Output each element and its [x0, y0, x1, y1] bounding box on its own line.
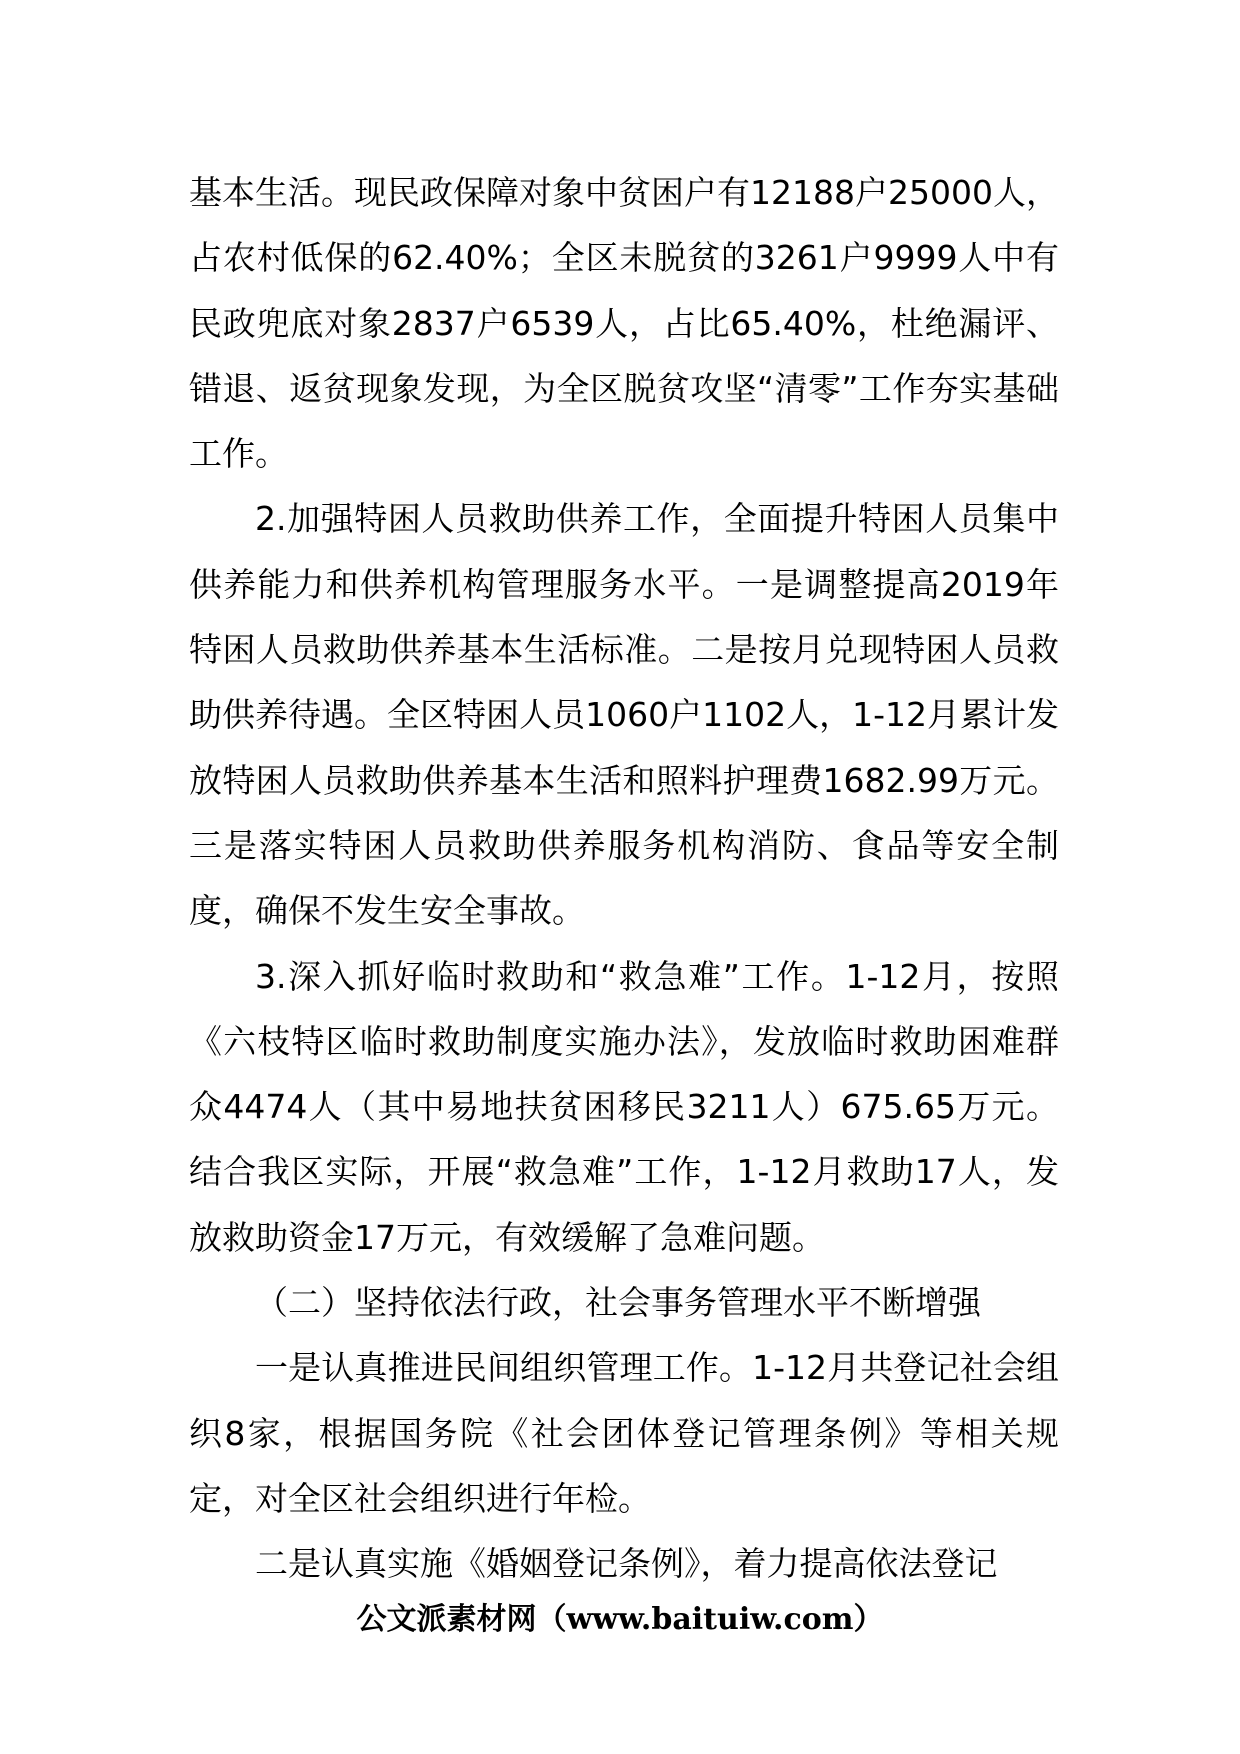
paragraph-special-poverty-support: 2.加强特困人员救助供养工作，全面提升特困人员集中供养能力和供养机构管理服务水平。一是调整提高2019年特困人员救助供养基本生活标准。二是按月兑现特困人员救助供养待遇。全区特困人员1060户1102人，1-12月累计发放特困人员救助供养基本生活和照料护理费1682.99万元。三是落实特困人员救助供养服务机构消防、食品等安全制度，确保不发生安全事故。	[189, 499, 1059, 931]
paragraph-temporary-assistance: 3.深入抓好临时救助和“救急难”工作。1-12月，按照《六枝特区临时救助制度实施办法》，发放临时救助困难群众4474人（其中易地扶贫困移民3211人）675.65万元。结合我区实际，开展“救急难”工作，1-12月救助17人，发放救助资金17万元，有效缓解了急难问题。	[189, 956, 1059, 1257]
section-heading-administration: （二）坚持依法行政，社会事务管理水平不断增强	[255, 1283, 981, 1323]
footer-watermark: 公文派素材网（www.baituiw.com）	[356, 1602, 884, 1637]
paragraph-marriage-registration: 二是认真实施《婚姻登记条例》，着力提高依法登记	[255, 1544, 998, 1584]
paragraph-social-organizations: 一是认真推进民间组织管理工作。1-12月共登记社会组织8家，根据国务院《社会团体登记管理条例》等相关规定，对全区社会组织进行年检。	[189, 1348, 1059, 1518]
document-body	[189, 160, 1059, 1597]
paragraph-basic-living: 基本生活。现民政保障对象中贫困户有12188户25000人，占农村低保的62.40%；全区未脱贫的3261户9999人中有民政兜底对象2837户6539人，占比65.40%，杜绝漏评、错退、返贫现象发现，为全区脱贫攻坚“清零”工作夯实基础工作。	[189, 173, 1059, 474]
